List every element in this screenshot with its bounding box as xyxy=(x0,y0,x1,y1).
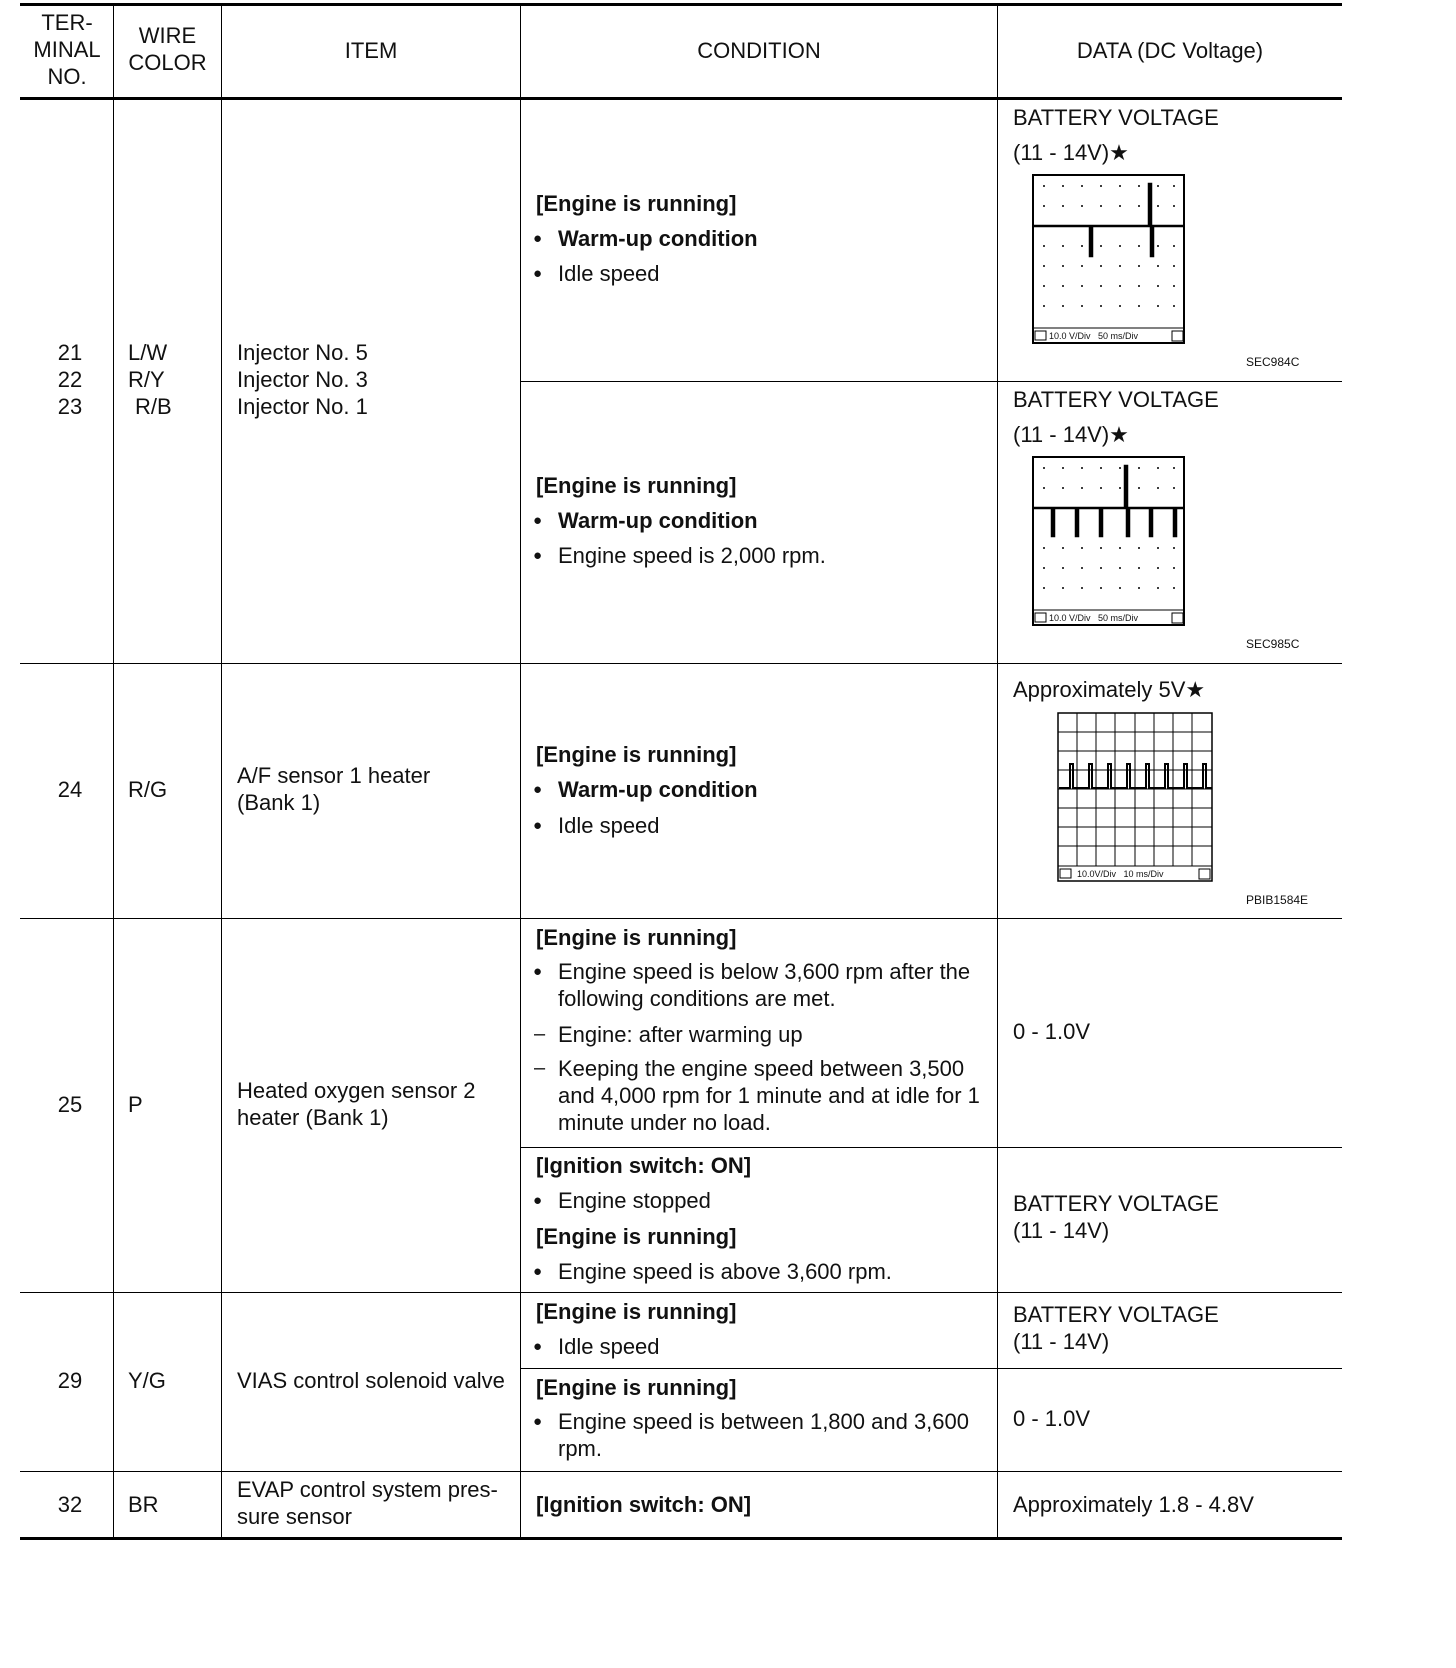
header-wire-line: WIRE xyxy=(138,23,197,48)
data-value: (11 - 14V)★ xyxy=(1013,140,1129,165)
wire-color: P xyxy=(128,1092,143,1117)
terminal-no: 24 xyxy=(57,777,83,802)
data-line: (11 - 14V) xyxy=(1013,1329,1110,1354)
condition-bullet: ● Engine speed is above 3,600 rpm. xyxy=(558,1257,892,1286)
header-wire-color xyxy=(114,22,221,76)
condition-heading: [Engine is running] xyxy=(536,925,737,950)
row-divider xyxy=(20,1292,1342,1293)
item-line: sure sensor xyxy=(237,1504,352,1529)
condition-bullet-line: following conditions are met. xyxy=(558,986,836,1011)
wire-color-value: R/Y xyxy=(128,367,165,392)
condition-heading: [Engine is running] xyxy=(536,473,737,498)
terminal-no xyxy=(22,339,118,420)
condition-heading: [Engine is running] xyxy=(536,742,737,767)
header-wire-line: COLOR xyxy=(128,50,207,75)
scope-scale: 10.0V/Div 10 ms/Div xyxy=(1077,869,1164,879)
data-value: 0 - 1.0V xyxy=(1013,1406,1091,1431)
header-terminal-line: NO. xyxy=(47,64,87,89)
col-divider xyxy=(113,5,114,1538)
condition-bullet xyxy=(558,958,970,1012)
oscilloscope-waveform xyxy=(1057,712,1215,884)
condition-bullet: ● Idle speed xyxy=(558,259,660,288)
terminal-value: 23 xyxy=(57,394,83,419)
header-terminal-line: MINAL xyxy=(33,37,101,62)
condition-bullet: ● Warm-up condition xyxy=(558,775,758,804)
condition-bullet: ● Warm-up condition xyxy=(558,506,758,535)
wire-color xyxy=(128,339,172,420)
wire-color-value: L/W xyxy=(128,340,168,365)
data-value: Approximately 5V★ xyxy=(1013,677,1206,702)
condition-bullet: ● Engine speed is 2,000 rpm. xyxy=(558,541,826,570)
row-divider xyxy=(521,1368,1342,1369)
condition-subitem-line: and 4,000 rpm for 1 minute and at idle for 1 xyxy=(558,1083,980,1108)
col-divider xyxy=(520,5,521,1538)
data-value: BATTERY VOLTAGE xyxy=(1013,105,1219,130)
wire-color: Y/G xyxy=(128,1368,166,1393)
oscilloscope-waveform xyxy=(1032,174,1187,346)
row-divider xyxy=(20,1471,1342,1472)
wire-color: BR xyxy=(128,1492,159,1517)
item-line: Injector No. 5 xyxy=(237,340,368,365)
condition-bullet-line: ● Engine speed is between 1,800 and 3,600 xyxy=(558,1409,969,1434)
header-data: DATA (DC Voltage) xyxy=(1076,38,1264,63)
item-line: Injector No. 3 xyxy=(237,367,368,392)
item-line: Heated oxygen sensor 2 xyxy=(237,1078,476,1103)
header-terminal xyxy=(22,9,112,90)
item-name xyxy=(237,762,430,816)
condition-bullet: ● Idle speed xyxy=(558,811,660,840)
item-name xyxy=(237,339,368,420)
terminal-no: 29 xyxy=(57,1368,83,1393)
row-divider xyxy=(20,663,1342,664)
wire-color: R/G xyxy=(128,777,168,802)
header-terminal-line: TER- xyxy=(41,10,93,35)
header-bottom-border xyxy=(20,97,1342,100)
data-value: (11 - 14V)★ xyxy=(1013,422,1129,447)
item-line: heater (Bank 1) xyxy=(237,1105,389,1130)
row-divider xyxy=(521,381,1342,382)
condition-subitem: – Engine: after warming up xyxy=(558,1020,803,1049)
condition-bullet: ● Engine stopped xyxy=(558,1186,711,1215)
condition-bullet-line: rpm. xyxy=(558,1436,602,1461)
table-top-border xyxy=(20,3,1342,6)
terminal-value: 21 xyxy=(57,340,83,365)
data-line: BATTERY VOLTAGE xyxy=(1013,1302,1219,1327)
col-divider xyxy=(221,5,222,1538)
terminal-no: 25 xyxy=(57,1092,83,1117)
item-line: (Bank 1) xyxy=(237,790,321,815)
condition-heading: [Engine is running] xyxy=(536,1299,737,1324)
data-value xyxy=(1013,1301,1219,1355)
condition-heading: [Engine is running] xyxy=(536,191,737,216)
data-value: 0 - 1.0V xyxy=(1013,1019,1091,1044)
oscilloscope-waveform xyxy=(1032,456,1187,628)
data-line: (11 - 14V) xyxy=(1013,1218,1110,1243)
condition-subitem xyxy=(558,1055,980,1136)
col-divider xyxy=(997,5,998,1538)
data-value: BATTERY VOLTAGE xyxy=(1013,387,1219,412)
row-divider xyxy=(521,1147,1342,1148)
item-line: A/F sensor 1 heater xyxy=(237,763,431,788)
data-value xyxy=(1013,1190,1219,1244)
item-line: EVAP control system pres- xyxy=(237,1477,498,1502)
condition-heading: [Ignition switch: ON] xyxy=(536,1153,752,1178)
terminal-value: 22 xyxy=(57,367,83,392)
item-name xyxy=(237,1476,498,1530)
wire-color-value: R/B xyxy=(135,394,172,419)
header-item: ITEM xyxy=(344,38,398,63)
header-condition: CONDITION xyxy=(697,38,821,63)
table-bottom-border xyxy=(20,1537,1342,1540)
scope-scale: 10.0 V/Div 50 ms/Div xyxy=(1049,331,1139,341)
condition-bullet xyxy=(558,1408,969,1462)
item-name xyxy=(237,1077,476,1131)
row-divider xyxy=(20,918,1342,919)
condition-bullet-line: ● Engine speed is below 3,600 rpm after the xyxy=(558,959,971,984)
terminal-no: 32 xyxy=(57,1492,83,1517)
data-line: BATTERY VOLTAGE xyxy=(1013,1191,1219,1216)
condition-subitem-line: – Keeping the engine speed between 3,500 xyxy=(558,1056,965,1081)
condition-subitem-line: minute under no load. xyxy=(558,1110,771,1135)
figure-code: SEC985C xyxy=(1246,637,1300,651)
condition-bullet: ● Idle speed xyxy=(558,1332,660,1361)
item-name: VIAS control solenoid valve xyxy=(237,1368,505,1393)
figure-code: PBIB1584E xyxy=(1246,893,1309,907)
condition-heading: [Engine is running] xyxy=(536,1224,737,1249)
item-line: Injector No. 1 xyxy=(237,394,368,419)
condition-heading: [Engine is running] xyxy=(536,1375,737,1400)
scope-scale: 10.0 V/Div 50 ms/Div xyxy=(1049,613,1139,623)
data-value: Approximately 1.8 - 4.8V xyxy=(1013,1492,1254,1517)
figure-code: SEC984C xyxy=(1246,355,1300,369)
condition-heading: [Ignition switch: ON] xyxy=(536,1492,752,1517)
condition-bullet: ● Warm-up condition xyxy=(558,224,758,253)
